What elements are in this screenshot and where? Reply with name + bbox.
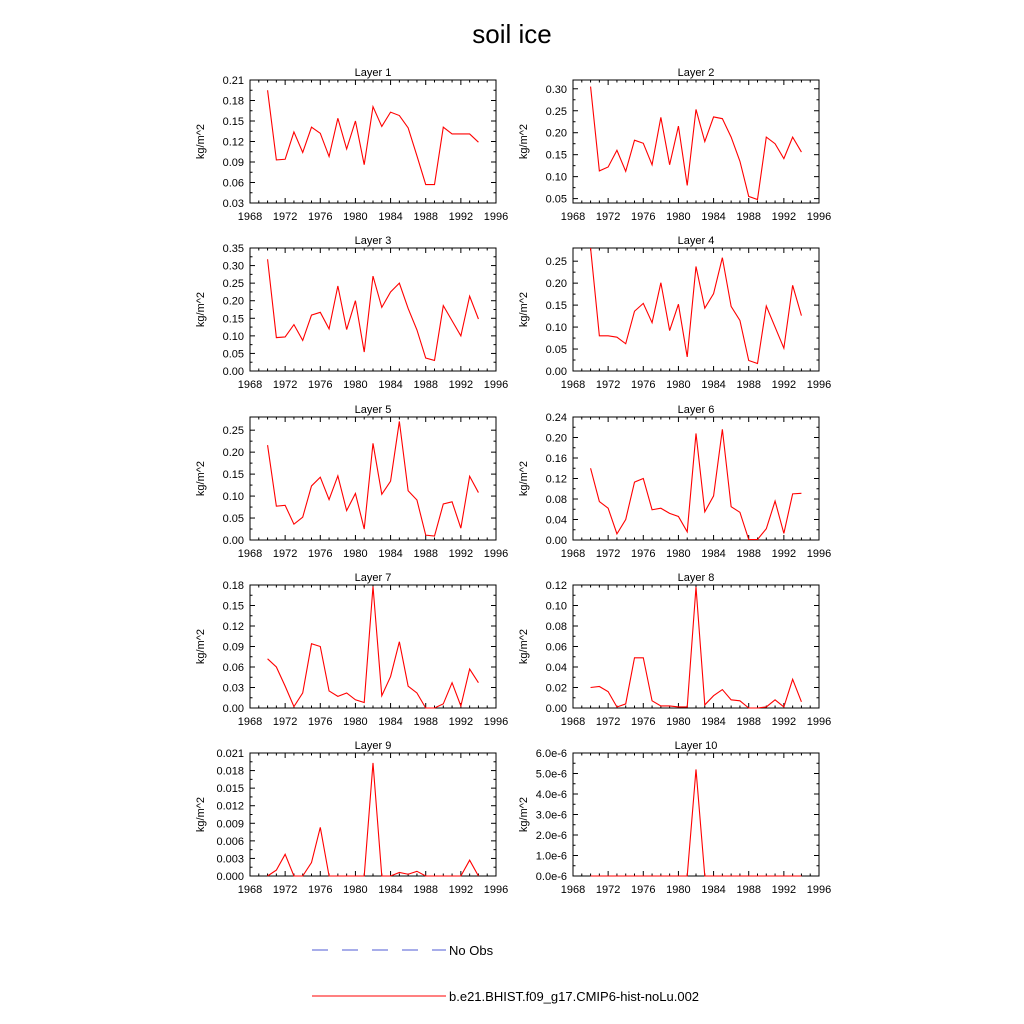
panel-3-ytick-label: 0.00 xyxy=(222,366,244,378)
panel-10-ytick-label: 2.0e-6 xyxy=(535,830,567,842)
panel-7-ytick-label: 0.06 xyxy=(222,662,244,674)
panel-7-ytick-label: 0.15 xyxy=(222,600,244,613)
panel-8-xtick-label: 1988 xyxy=(736,716,761,728)
panel-8 xyxy=(518,572,831,728)
panel-9-xtick-label: 1972 xyxy=(272,884,298,896)
panel-7-ylabel: kg/m^2 xyxy=(195,628,207,665)
panel-6-xtick-label: 1984 xyxy=(701,548,726,560)
panel-5-ytick-label: 0.20 xyxy=(222,447,244,460)
panel-8-xtick-label: 1968 xyxy=(560,716,586,728)
panel-2-xtick-label: 1972 xyxy=(595,211,621,223)
panel-7 xyxy=(195,572,508,728)
panel-8-xtick-label: 1972 xyxy=(595,716,621,728)
panel-6-title: Layer 6 xyxy=(677,404,715,416)
panel-5-ytick-label: 0.15 xyxy=(222,469,244,482)
panel-3-ytick-label: 0.05 xyxy=(222,348,244,361)
panel-3-series-line xyxy=(268,259,479,360)
panel-3-ylabel: kg/m^2 xyxy=(195,291,207,328)
panel-2-title: Layer 2 xyxy=(677,67,715,79)
panel-10-xtick-label: 1972 xyxy=(595,884,621,896)
panel-2-xtick-label: 1976 xyxy=(631,211,656,223)
panel-2-xtick-label: 1984 xyxy=(701,211,726,223)
panel-8-ytick-label: 0.06 xyxy=(545,641,567,654)
panel-8-series-line xyxy=(591,587,802,708)
panel-8-ytick-label: 0.10 xyxy=(545,600,567,613)
panel-9-title: Layer 9 xyxy=(354,740,392,752)
panel-7-ytick-label: 0.12 xyxy=(222,621,244,633)
panel-9-xtick-label: 1996 xyxy=(483,884,509,896)
panel-3-xtick-label: 1992 xyxy=(448,379,474,391)
panel-8-xtick-label: 1992 xyxy=(771,716,797,728)
panel-9-ytick-label: 0.009 xyxy=(216,818,244,831)
panel-2-ytick-label: 0.15 xyxy=(545,149,567,162)
panel-3-xtick-label: 1972 xyxy=(272,379,298,391)
panel-1-xtick-label: 1992 xyxy=(448,211,474,223)
panel-4-xtick-label: 1992 xyxy=(771,379,797,391)
panel-7-xtick-label: 1968 xyxy=(237,716,263,728)
panel-10-ytick-label: 5.0e-6 xyxy=(535,768,567,781)
panel-8-xtick-label: 1984 xyxy=(701,716,726,728)
panel-6-series-line xyxy=(591,429,802,539)
legend-label-model: b.e21.BHIST.f09_g17.CMIP6-hist-noLu.002 xyxy=(449,989,700,1004)
panel-3-xtick-label: 1996 xyxy=(483,379,509,391)
panel-2-ytick-label: 0.10 xyxy=(545,171,567,184)
panel-5-title: Layer 5 xyxy=(354,404,392,416)
panel-4-xtick-label: 1988 xyxy=(736,379,761,391)
panel-8-ytick-label: 0.04 xyxy=(545,662,567,674)
panel-3-frame xyxy=(250,248,496,371)
panel-6-ytick-label: 0.12 xyxy=(545,473,567,486)
panel-1-ytick-label: 0.06 xyxy=(222,177,244,190)
panel-5-ytick-label: 0.25 xyxy=(222,425,244,438)
panel-9-xtick-label: 1968 xyxy=(237,884,263,896)
panel-2-series-line xyxy=(591,87,802,200)
panel-6-xtick-label: 1968 xyxy=(560,548,586,560)
panel-4-xtick-label: 1984 xyxy=(701,379,726,391)
panel-5 xyxy=(195,404,508,560)
panel-9-xtick-label: 1984 xyxy=(378,884,403,896)
panel-10-xtick-label: 1988 xyxy=(736,884,761,896)
panel-6-ylabel: kg/m^2 xyxy=(518,460,530,497)
panel-5-ylabel: kg/m^2 xyxy=(195,460,207,497)
panel-8-ytick-label: 0.00 xyxy=(545,703,567,715)
panel-2-ytick-label: 0.05 xyxy=(545,193,567,206)
panel-10-ylabel: kg/m^2 xyxy=(518,796,530,833)
panel-10-ytick-label: 4.0e-6 xyxy=(535,789,567,801)
panel-10-xtick-label: 1984 xyxy=(701,884,726,896)
panel-4-series-line xyxy=(591,248,802,364)
panel-9-xtick-label: 1992 xyxy=(448,884,474,896)
panel-3-title: Layer 3 xyxy=(354,235,392,247)
panel-9-ytick-label: 0.006 xyxy=(216,835,244,848)
panel-1-ytick-label: 0.12 xyxy=(222,136,244,149)
panel-10-title: Layer 10 xyxy=(674,740,718,752)
panel-3-ytick-label: 0.30 xyxy=(222,260,244,273)
panel-1-series-line xyxy=(268,90,479,184)
panel-6-xtick-label: 1972 xyxy=(595,548,621,560)
panel-4-xtick-label: 1996 xyxy=(806,379,832,391)
panel-9-ytick-label: 0.003 xyxy=(216,853,244,866)
panel-2-xtick-label: 1968 xyxy=(560,211,586,223)
panel-10-xtick-label: 1976 xyxy=(631,884,656,896)
panel-6-xtick-label: 1976 xyxy=(631,548,656,560)
panel-2-ytick-label: 0.30 xyxy=(545,83,567,96)
panel-3-xtick-label: 1980 xyxy=(343,379,368,391)
panel-7-xtick-label: 1992 xyxy=(448,716,474,728)
panel-3-xtick-label: 1976 xyxy=(308,379,333,391)
panel-7-xtick-label: 1988 xyxy=(413,716,438,728)
panel-10 xyxy=(518,740,831,896)
panel-3-xtick-label: 1984 xyxy=(378,379,403,391)
panel-3-xtick-label: 1968 xyxy=(237,379,263,391)
panel-7-ytick-label: 0.18 xyxy=(222,580,244,592)
panel-8-xtick-label: 1996 xyxy=(806,716,832,728)
panels xyxy=(195,67,831,896)
panel-4-ylabel: kg/m^2 xyxy=(518,291,530,328)
panel-6-ytick-label: 0.08 xyxy=(545,494,567,506)
panel-9-ytick-label: 0.018 xyxy=(216,765,244,778)
panel-6-ytick-label: 0.20 xyxy=(545,432,567,445)
panel-8-frame xyxy=(573,585,819,708)
panel-10-xtick-label: 1992 xyxy=(771,884,797,896)
panel-3-ytick-label: 0.10 xyxy=(222,330,244,343)
panel-3-ytick-label: 0.25 xyxy=(222,278,244,291)
panel-7-xtick-label: 1984 xyxy=(378,716,403,728)
panel-2-ylabel: kg/m^2 xyxy=(518,123,530,160)
panel-4-xtick-label: 1980 xyxy=(666,379,691,391)
panel-9 xyxy=(195,740,508,896)
panel-10-ytick-label: 1.0e-6 xyxy=(535,850,567,863)
panel-2-xtick-label: 1992 xyxy=(771,211,797,223)
panel-8-ytick-label: 0.08 xyxy=(545,621,567,633)
panel-6-xtick-label: 1988 xyxy=(736,548,761,560)
panel-3-ytick-label: 0.35 xyxy=(222,243,244,255)
panel-9-ytick-label: 0.015 xyxy=(216,783,244,796)
panel-2 xyxy=(518,67,831,223)
panel-5-xtick-label: 1984 xyxy=(378,548,403,560)
legend xyxy=(312,943,699,1004)
panel-5-ytick-label: 0.10 xyxy=(222,491,244,504)
panel-1-ytick-label: 0.09 xyxy=(222,157,244,169)
panel-8-xtick-label: 1976 xyxy=(631,716,656,728)
panel-1-title: Layer 1 xyxy=(354,67,392,79)
panel-1-xtick-label: 1984 xyxy=(378,211,403,223)
panel-1-ytick-label: 0.03 xyxy=(222,198,244,210)
panel-5-xtick-label: 1988 xyxy=(413,548,438,560)
panel-2-xtick-label: 1996 xyxy=(806,211,832,223)
panel-8-xtick-label: 1980 xyxy=(666,716,691,728)
panel-1 xyxy=(195,67,508,223)
panel-6-xtick-label: 1980 xyxy=(666,548,691,560)
panel-5-xtick-label: 1968 xyxy=(237,548,263,560)
panel-2-xtick-label: 1980 xyxy=(666,211,691,223)
panel-8-ytick-label: 0.02 xyxy=(545,682,567,695)
panel-4-title: Layer 4 xyxy=(677,235,715,247)
panel-7-ytick-label: 0.09 xyxy=(222,641,244,654)
panel-1-ytick-label: 0.18 xyxy=(222,95,244,108)
panel-5-xtick-label: 1972 xyxy=(272,548,298,560)
panel-5-xtick-label: 1980 xyxy=(343,548,368,560)
panel-4-ytick-label: 0.05 xyxy=(545,344,567,357)
panel-7-xtick-label: 1996 xyxy=(483,716,509,728)
panel-7-ytick-label: 0.03 xyxy=(222,682,244,695)
panel-5-xtick-label: 1992 xyxy=(448,548,474,560)
panel-4-xtick-label: 1972 xyxy=(595,379,621,391)
panel-10-ytick-label: 0.0e-6 xyxy=(535,871,567,883)
panel-9-ylabel: kg/m^2 xyxy=(195,796,207,833)
panel-4-ytick-label: 0.20 xyxy=(545,278,567,291)
panel-1-frame xyxy=(250,80,496,203)
panel-5-xtick-label: 1996 xyxy=(483,548,509,560)
panel-6-ytick-label: 0.00 xyxy=(545,535,567,547)
panel-4-xtick-label: 1968 xyxy=(560,379,586,391)
panel-5-xtick-label: 1976 xyxy=(308,548,333,560)
panel-5-ytick-label: 0.05 xyxy=(222,513,244,526)
panel-4-ytick-label: 0.00 xyxy=(545,366,567,378)
panel-5-series-line xyxy=(268,421,479,536)
panel-10-xtick-label: 1980 xyxy=(666,884,691,896)
panel-2-frame xyxy=(573,80,819,203)
panel-5-ytick-label: 0.00 xyxy=(222,535,244,547)
panel-10-series-line xyxy=(591,769,802,876)
legend-label-no-obs: No Obs xyxy=(449,943,494,958)
panel-2-ytick-label: 0.25 xyxy=(545,105,567,118)
panel-3-ytick-label: 0.20 xyxy=(222,295,244,308)
panel-1-xtick-label: 1972 xyxy=(272,211,298,223)
panel-10-xtick-label: 1996 xyxy=(806,884,832,896)
panel-9-ytick-label: 0.021 xyxy=(216,748,244,760)
figure-title: soil ice xyxy=(472,19,552,49)
panel-1-xtick-label: 1976 xyxy=(308,211,333,223)
panel-10-ytick-label: 3.0e-6 xyxy=(535,809,567,822)
panel-1-ylabel: kg/m^2 xyxy=(195,123,207,160)
panel-4-ytick-label: 0.10 xyxy=(545,322,567,335)
panel-6-ytick-label: 0.24 xyxy=(545,412,567,424)
panel-7-title: Layer 7 xyxy=(354,572,392,584)
panel-9-xtick-label: 1976 xyxy=(308,884,333,896)
panel-7-xtick-label: 1980 xyxy=(343,716,368,728)
panel-4-ytick-label: 0.15 xyxy=(545,300,567,313)
panel-7-xtick-label: 1972 xyxy=(272,716,298,728)
panel-3 xyxy=(195,235,508,391)
panel-1-xtick-label: 1996 xyxy=(483,211,509,223)
panel-7-series-line xyxy=(268,586,479,708)
panel-9-xtick-label: 1988 xyxy=(413,884,438,896)
panel-1-xtick-label: 1988 xyxy=(413,211,438,223)
panel-6-ytick-label: 0.16 xyxy=(545,453,567,465)
panel-10-ytick-label: 6.0e-6 xyxy=(535,748,567,760)
panel-7-ytick-label: 0.00 xyxy=(222,703,244,715)
panel-4-xtick-label: 1976 xyxy=(631,379,656,391)
panel-9-ytick-label: 0.000 xyxy=(216,871,244,883)
panel-6-xtick-label: 1996 xyxy=(806,548,832,560)
panel-1-xtick-label: 1980 xyxy=(343,211,368,223)
panel-10-xtick-label: 1968 xyxy=(560,884,586,896)
panel-4 xyxy=(518,235,831,391)
panel-2-ytick-label: 0.20 xyxy=(545,127,567,140)
panel-6 xyxy=(518,404,831,560)
panel-9-ytick-label: 0.012 xyxy=(216,800,244,813)
panel-8-ylabel: kg/m^2 xyxy=(518,628,530,665)
panel-6-ytick-label: 0.04 xyxy=(545,514,567,527)
panel-2-xtick-label: 1988 xyxy=(736,211,761,223)
panel-9-series-line xyxy=(268,763,479,876)
panel-3-ytick-label: 0.15 xyxy=(222,313,244,326)
panel-6-xtick-label: 1992 xyxy=(771,548,797,560)
panel-9-xtick-label: 1980 xyxy=(343,884,368,896)
panel-1-xtick-label: 1968 xyxy=(237,211,263,223)
panel-1-ytick-label: 0.21 xyxy=(222,75,244,87)
panel-4-ytick-label: 0.25 xyxy=(545,256,567,269)
panel-3-xtick-label: 1988 xyxy=(413,379,438,391)
panel-8-title: Layer 8 xyxy=(677,572,715,584)
panel-1-ytick-label: 0.15 xyxy=(222,116,244,128)
panel-8-ytick-label: 0.12 xyxy=(545,580,567,592)
panel-7-xtick-label: 1976 xyxy=(308,716,333,728)
